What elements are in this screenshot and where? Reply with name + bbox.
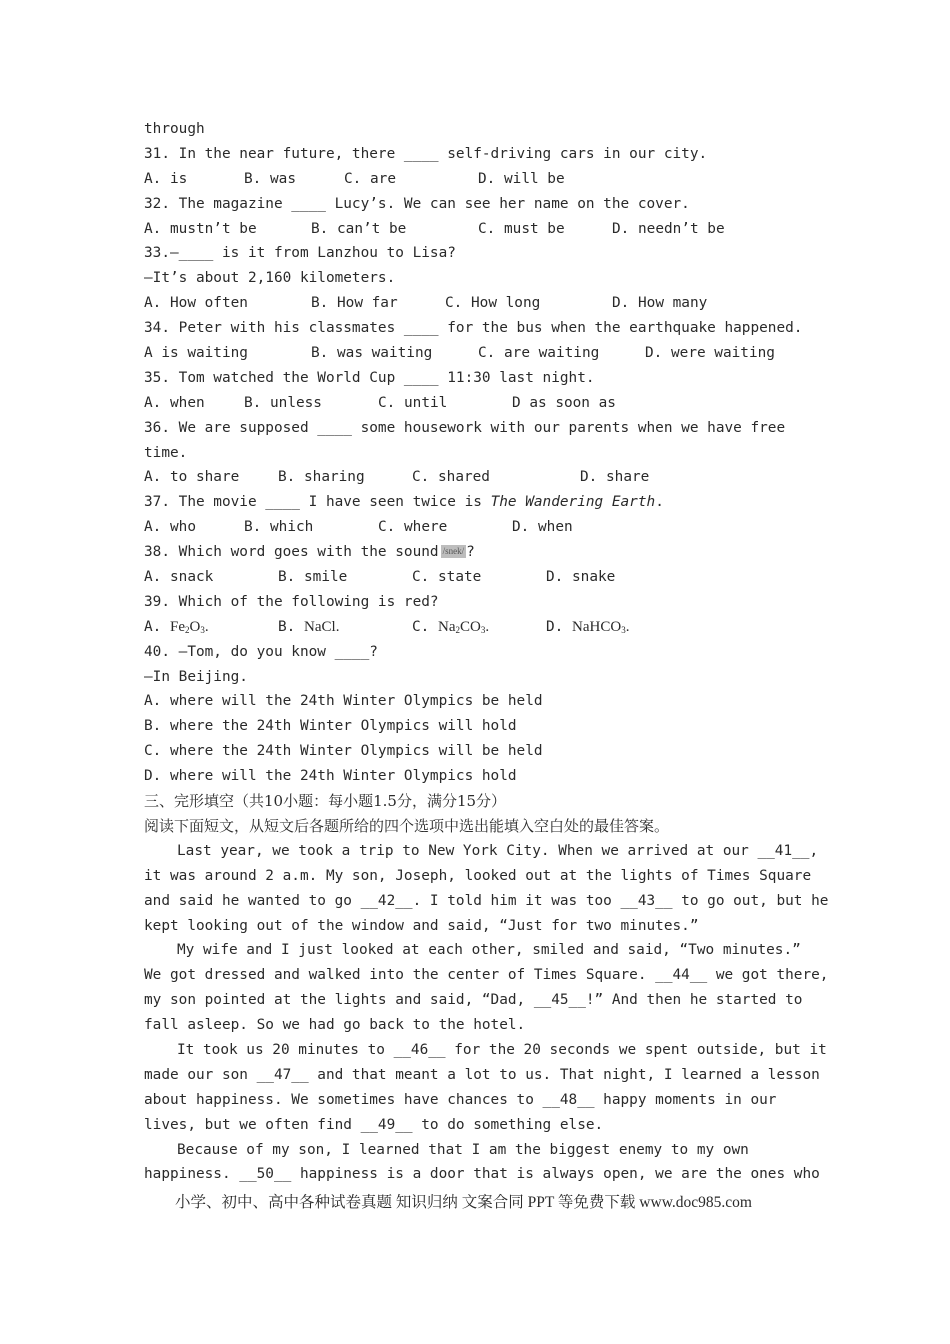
q38-stem-end: ? xyxy=(466,544,475,561)
passage-line: It took us 20 minutes to __46__ for the 20 seconds we spent outside, but it xyxy=(177,1041,827,1058)
q39-option-a xyxy=(144,615,278,643)
q39-option-d xyxy=(546,615,629,643)
q37-option-b: B. which xyxy=(244,519,314,536)
q39-option-a-formula: $Fe_2O_3$. xyxy=(170,618,209,635)
passage-line: fall asleep. So we had go back to the hotel. xyxy=(144,1017,526,1034)
passage-line: lives, but we often find __49__ to do something else. xyxy=(144,1116,604,1133)
q37-option-a: A. who xyxy=(144,519,196,536)
q31-stem: 31. In the near future, there ____ self-driving cars in our city. xyxy=(144,145,708,162)
q39-option-c-formula: $Na_2CO_3$. xyxy=(438,618,490,635)
q32-option-b: B. can’t be xyxy=(311,220,407,237)
q31-option-d: D. will be xyxy=(478,170,565,187)
phonetic-symbol-image: /snek/ xyxy=(442,546,465,557)
passage-line: Because of my son, I learned that I am the biggest enemy to my own xyxy=(177,1141,749,1158)
q33-options xyxy=(144,291,816,316)
passage-line: happiness. __50__ happiness is a door that is always open, we are the ones who xyxy=(144,1166,820,1183)
q34-option-d: D. were waiting xyxy=(645,345,775,362)
q32-stem: 32. The magazine ____ Lucy’s. We can see her name on the cover. xyxy=(144,195,690,212)
q37-stem xyxy=(144,490,816,515)
q33-option-d: D. How many xyxy=(612,295,708,312)
q31-options xyxy=(144,167,816,192)
q36-stem-line2: time. xyxy=(144,444,188,461)
q40-option-c: C. where the 24th Winter Olympics will be held xyxy=(144,743,543,760)
q39-option-b xyxy=(278,615,412,640)
passage-line: made our son __47__ and that meant a lot to us. That night, I learned a lesson xyxy=(144,1066,820,1083)
exam-page-content xyxy=(144,117,829,1187)
passage-line: My wife and I just looked at each other, smiled and said, “Two minutes.” xyxy=(177,942,801,959)
q35-option-d: D as soon as xyxy=(512,394,616,411)
q39-option-d-formula: NaHCO$_3$. xyxy=(572,618,630,635)
q36-options xyxy=(144,465,816,490)
q39-option-a-label: A. xyxy=(144,618,170,635)
q36-stem-line1: 36. We are supposed ____ some housework with our parents when we have free xyxy=(144,419,786,436)
q33-option-b: B. How far xyxy=(311,295,398,312)
q35-option-a: A. when xyxy=(144,394,205,411)
passage-line: Last year, we took a trip to New York City. When we arrived at our __41__, xyxy=(177,842,819,859)
q31-option-b: B. was xyxy=(244,170,296,187)
q38-option-b: B. smile xyxy=(278,569,348,586)
page-footer: 小学、初中、高中各种试卷真题 知识归纳 文案合同 PPT 等免费下载 www.doc985.com xyxy=(175,1194,752,1211)
q40-option-b: B. where the 24th Winter Olympics will hold xyxy=(144,718,517,735)
q39-option-b-label: B. xyxy=(278,618,304,635)
q40-reply: —In Beijing. xyxy=(144,668,248,685)
q37-stem-end: . xyxy=(655,494,664,511)
q32-option-c: C. must be xyxy=(478,220,565,237)
q39-option-c xyxy=(412,615,546,643)
passage-line: We got dressed and walked into the center of Times Square. __44__ we got there, xyxy=(144,967,829,984)
q38-option-a: A. snack xyxy=(144,569,214,586)
q33-reply: —It’s about 2,160 kilometers. xyxy=(144,270,396,287)
passage-line: it was around 2 a.m. My son, Joseph, looked out at the lights of Times Square xyxy=(144,867,812,884)
q34-option-b: B. was waiting xyxy=(311,345,433,362)
q38-stem-text: 38. Which word goes with the sound xyxy=(144,544,439,561)
q35-stem: 35. Tom watched the World Cup ____ 11:30 last night. xyxy=(144,369,595,386)
q35-option-b: B. unless xyxy=(244,394,322,411)
q34-option-c: C. are waiting xyxy=(478,345,600,362)
q40-option-d: D. where will the 24th Winter Olympics hold xyxy=(144,768,517,785)
q32-option-a: A. mustn’t be xyxy=(144,220,257,237)
q35-options xyxy=(144,391,816,416)
q33-option-c: C. How long xyxy=(445,295,541,312)
q36-option-a: A. to share xyxy=(144,469,240,486)
q32-option-d: D. needn’t be xyxy=(612,220,725,237)
q39-option-c-label: C. xyxy=(412,618,438,635)
q31-option-c: C. are xyxy=(344,170,396,187)
q39-options xyxy=(144,615,816,640)
q40-stem: 40. —Tom, do you know ____? xyxy=(144,643,378,660)
q38-option-d: D. snake xyxy=(546,569,616,586)
q39-option-d-label: D. xyxy=(546,618,572,635)
q33-stem: 33.—____ is it from Lanzhou to Lisa? xyxy=(144,245,456,262)
continued-line: through xyxy=(144,121,205,137)
q38-options xyxy=(144,565,816,590)
passage-line: my son pointed at the lights and said, “Dad, __45__!” And then he started to xyxy=(144,992,803,1009)
q34-stem: 34. Peter with his classmates ____ for the bus when the earthquake happened. xyxy=(144,320,803,337)
q37-option-c: C. where xyxy=(378,519,448,536)
q38-stem xyxy=(144,540,816,565)
q39-stem: 39. Which of the following is red? xyxy=(144,593,439,610)
q39-option-b-formula: NaCl. xyxy=(304,618,340,635)
q37-stem-text: 37. The movie ____ I have seen twice is xyxy=(144,494,491,511)
section-instruction: 阅读下面短文，从短文后各题所给的四个选项中选出能填入空白处的最佳答案。 xyxy=(144,816,670,835)
q33-option-a: A. How often xyxy=(144,295,248,312)
q31-option-a: A. is xyxy=(144,170,188,187)
q37-options xyxy=(144,515,816,540)
passage-line: kept looking out of the window and said, “Just for two minutes.” xyxy=(144,917,699,934)
q34-options xyxy=(144,341,816,366)
q37-option-d: D. when xyxy=(512,519,573,536)
q36-option-b: B. sharing xyxy=(278,469,365,486)
section-heading: 三、完形填空（共10小题：每小题1.5分，满分15分） xyxy=(144,792,507,811)
passage-line: and said he wanted to go __42__. I told him it was too __43__ to go out, but he xyxy=(144,892,829,909)
q35-option-c: C. until xyxy=(378,394,448,411)
q34-option-a: A is waiting xyxy=(144,345,248,362)
q37-movie-title: The Wandering Earth xyxy=(490,494,656,511)
q38-option-c: C. state xyxy=(412,569,482,586)
q40-option-a: A. where will the 24th Winter Olympics be held xyxy=(144,693,543,710)
q36-option-c: C. shared xyxy=(412,469,490,486)
q32-options xyxy=(144,217,816,242)
q36-option-d: D. share xyxy=(580,469,650,486)
passage-line: about happiness. We sometimes have chances to __48__ happy moments in our xyxy=(144,1091,777,1108)
